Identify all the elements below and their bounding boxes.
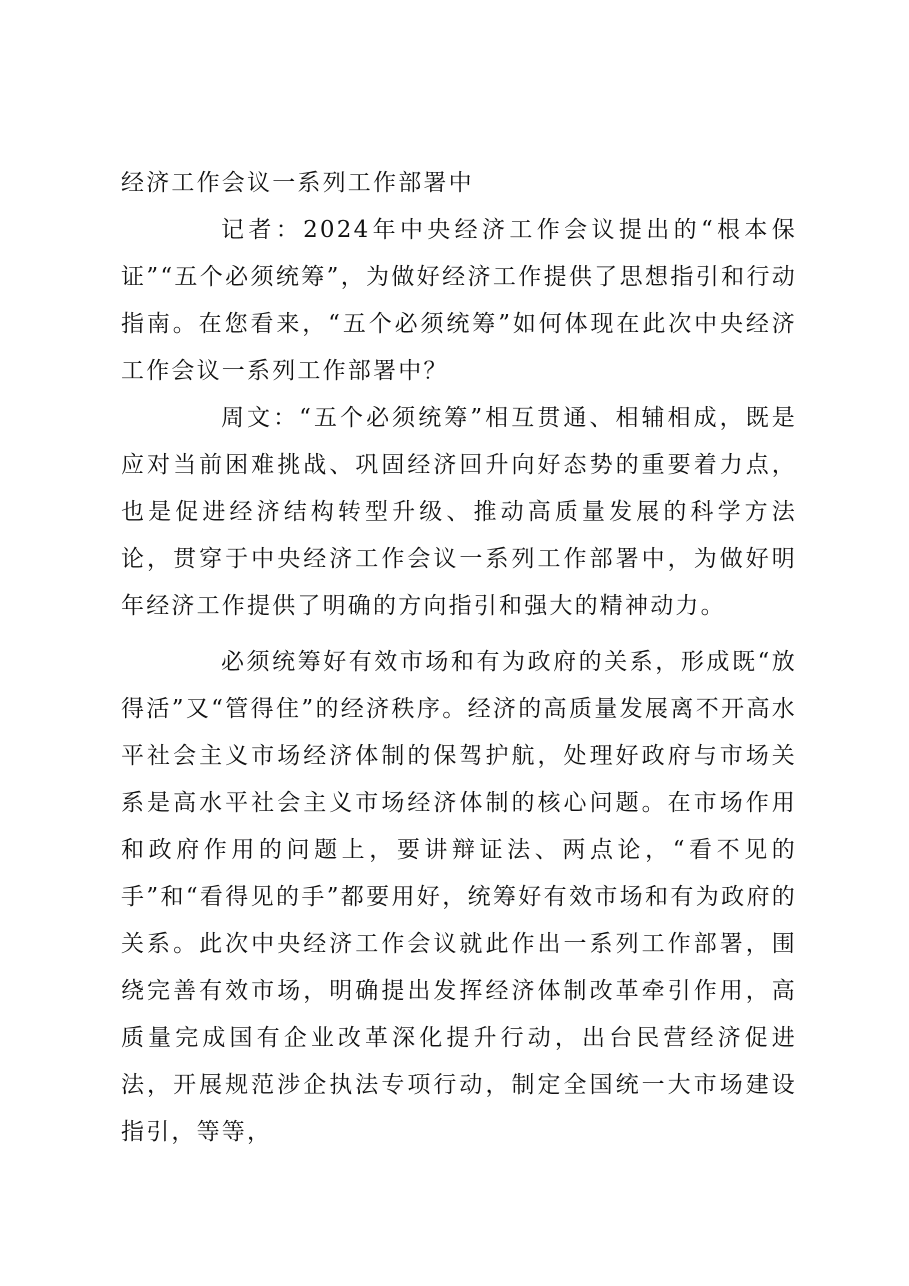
paragraph-reporter-question: 记者：2024年中央经济工作会议提出的“根本保证”“五个必须统筹”，为做好经济工作提供了思想指引和行动指南。在您看来，“五个必须统筹”如何体现在此次中央经济工作会议一系列工作部署中？	[121, 217, 797, 384]
paragraph-market-government: 必须统筹好有效市场和有为政府的关系，形成既“放得活”又“管得住”的经济秩序。经济的高质量发展离不开高水平社会主义市场经济体制的保驾护航，处理好政府与市场关系是高水平社会主义市场经济体制的核心问题。在市场作用和政府作用的问题上，要讲辩证法、两点论，“看不见的手”和“看得见的手”都要用好，统筹好有效市场和有为政府的关系。此次中央经济工作会议就此作出一系列工作部署，围绕完善有效市场，明确提出发挥经济体制改革牵引作用，高质量完成国有企业改革深化提升行动，出台民营经济促进法，开展规范涉企执法专项行动，制定全国统一大市场建设指引，等等，	[121, 649, 797, 1145]
paragraph-heading-continuation: 经济工作会议一系列工作部署中	[121, 170, 474, 196]
paragraph-zhouwen-answer: 周文：“五个必须统筹”相互贯通、相辅相成，既是应对当前困难挑战、巩固经济回升向好态势的重要着力点，也是促进经济结构转型升级、推动高质量发展的科学方法论，贯穿于中央经济工作会议一系列工作部署中，为做好明年经济工作提供了明确的方向指引和强大的精神动力。	[121, 405, 797, 619]
document-body	[121, 160, 797, 1156]
